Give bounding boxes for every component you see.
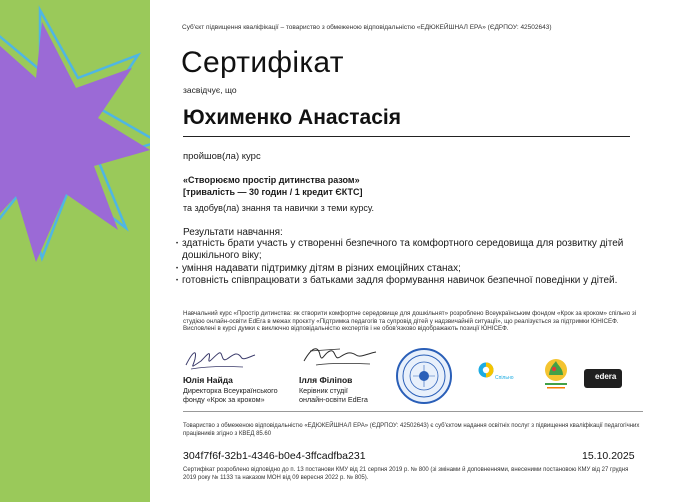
purple-star-decoration (0, 0, 150, 502)
recipient-name: Юхименко Анастасія (183, 106, 401, 129)
signature-naida (183, 345, 258, 373)
results-item: • уміння надавати підтримку дітям в різних емоційних станах; (176, 263, 646, 275)
course-note: Навчальний курс «Простір дитинства: як створити комфортне середовище для дошкільнят» розроблено Всеукраїнським фондом «Крок за кроком» спільно зі студією онлайн-освіти EdEra в межах проєкту «Підтримка педагогів та супровід дітей у надзвичайній ситуації», що реалізується за підтримки ЮНІСЕФ. Висловлені в курсі думки є виключно відповідальністю експертів і не обов'язково відображають позиції ЮНІСЕФ. (183, 310, 637, 333)
certifies-text: засвідчує, що (183, 85, 237, 95)
certificate-title: Сертифікат (181, 46, 344, 79)
certificate-body (150, 0, 700, 502)
license-note: Товариство з обмеженою відповідальністю «ЕДЮКЕЙШНАЛ ЕРА» (ЄДРПОУ: 42502643) є суб'єктом надання освітніх послуг з підвищення кваліфікації педагогічних працівників згідно з КВЕД 85.60 (183, 423, 640, 437)
course-duration: [тривалість — 30 годин / 1 кредит ЄКТС] (183, 187, 363, 197)
gained-skills-text: та здобув(ла) знання та навички з теми курсу. (183, 203, 374, 213)
signatory-role: Керівник студії онлайн-освіти EdEra (299, 386, 368, 404)
provider-line: Суб'єкт підвищення кваліфікації – товариство з обмеженою відповідальністю «ЕДЮКЕЙШНАЛ ЕРА» (ЄДРПОУ: 42502643) (182, 24, 552, 31)
results-list (176, 238, 646, 287)
footer-note: Сертифікат розроблено відповідно до п. 13 постанови КМУ від 21 серпня 2019 р. № 800 (зі змінами й доповненнями, внесеними постановою КМУ від 27 грудня 2019 року № 1133 та наказом МОН від 09 вересня 2022 р. № 805). (183, 467, 629, 481)
passed-course-text: пройшов(ла) курс (183, 151, 261, 162)
results-title: Результати навчання: (183, 227, 283, 238)
results-item: • готовність співпрацювати з батьками задля формування навичок безпечної поведінки у дітей. (176, 275, 646, 287)
decorative-side-panel (0, 0, 150, 502)
unicef-logo-icon (478, 362, 494, 378)
krok-za-krokom-logo (540, 357, 572, 391)
unicef-caption: Спільно (495, 375, 514, 381)
signatory-name: Юлія Найда (183, 375, 233, 385)
round-seal-icon (395, 347, 453, 405)
certificate-id: 304f7f6f-32b1-4346-b0e4-3ffcadfba231 (183, 450, 366, 462)
divider (183, 411, 643, 412)
course-block (183, 174, 363, 198)
edera-logo-text: edera (595, 372, 617, 381)
signatory-name: Ілля Філіпов (299, 375, 353, 385)
course-title: «Створюємо простір дитинства разом» (183, 175, 360, 185)
signatory-role: Директорка Всеукраїнського фонду «Крок за кроком» (183, 386, 278, 404)
name-underline (183, 136, 630, 137)
results-item: • здатність брати участь у створенні безпечного та комфортного середовища для розвитку дітей дошкільного віку; (176, 238, 646, 263)
issue-date: 15.10.2025 (582, 450, 635, 462)
signature-filipov (300, 343, 380, 371)
